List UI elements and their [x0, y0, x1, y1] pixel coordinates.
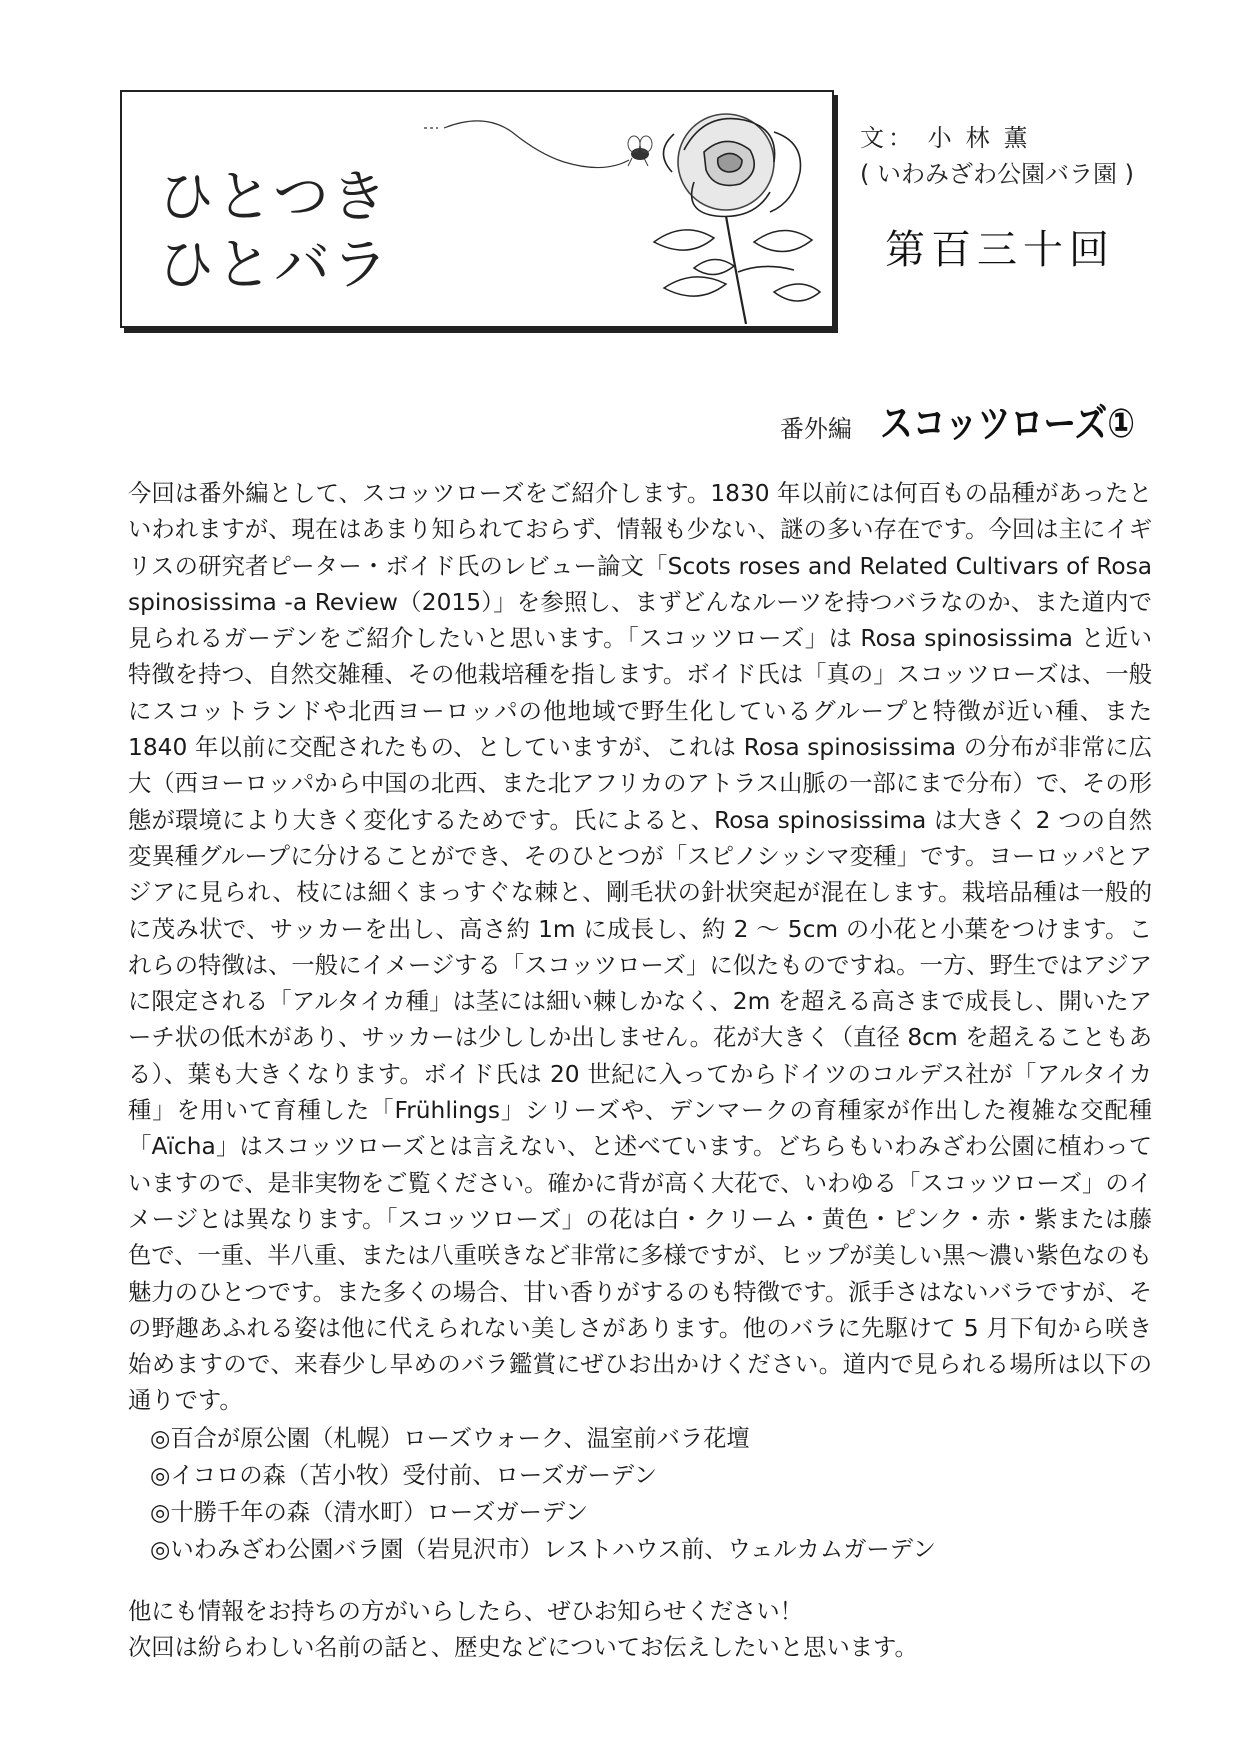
- rose-leaves: [654, 230, 820, 301]
- author-block: [860, 120, 1134, 192]
- closing-line-1: 他にも情報をお持ちの方がいらしたら、ぜひお知らせください！: [128, 1598, 803, 1625]
- list-item: ◎いわみざわ公園バラ園（岩見沢市）レストハウス前、ウェルカムガーデン: [150, 1536, 936, 1563]
- list-item: ◎百合が原公園（札幌）ローズウォーク、温室前バラ花壇: [150, 1425, 750, 1452]
- column-title-line-2: ひとバラ: [158, 233, 390, 298]
- column-title-line-1: ひとつき: [158, 165, 389, 230]
- column-header-box: [120, 90, 834, 328]
- bee-icon: [628, 136, 652, 166]
- location-list: [150, 1420, 936, 1568]
- author-affiliation: ( いわみざわ公園バラ園 ): [860, 160, 1134, 188]
- article-subtitle: [780, 392, 1153, 449]
- list-item: ◎イコロの森（苫小牧）受付前、ローズガーデン: [150, 1462, 657, 1489]
- rose-blossom: [663, 114, 800, 217]
- author-label: 文：: [860, 124, 916, 152]
- subtitle-label: 番外編: [779, 415, 852, 443]
- closing-text: [128, 1594, 918, 1666]
- installment-number: 第百三十回: [885, 227, 1115, 273]
- closing-line-2: 次回は紛らわしい名前の話と、歴史などについてお伝えしたいと思います。: [128, 1634, 918, 1661]
- author-name: 小林薫: [927, 124, 1042, 152]
- subtitle-main: スコッツローズ①: [879, 401, 1136, 447]
- author-line: [860, 120, 1134, 156]
- article-body: 今回は番外編として、スコッツローズをご紹介します。1830 年以前には何百もの品種があったといわれますが、現在はあまり知られておらず、情報も少ない、謎の多い存在です。今回は主にイギリスの研究者ピーター・ボイド氏のレビュー論文「Scots roses and Related Cultivars of Rosa spinosissima -a Review（2015）」を参照し、まずどんなルーツを持つバラなのか、また道内で見られるガーデンをご紹介したいと思います。「スコッツローズ」は Rosa spinosissima と近い特徴を持つ、自然交雑種、その他栽培種を指します。ボイド氏は「真の」スコッツローズは、一般にスコットランドや北西ヨーロッパの他地域で野生化しているグループと特徴が近い種、また 1840 年以前に交配されたもの、としていますが、これは Rosa spinosissima の分布が非常に広大（西ヨーロッパから中国の北西、また北アフリカのアトラス山脈の一部にまで分布）で、その形態が環境により大きく変化するためです。氏によると、Rosa spinosissima は大きく 2 つの自然変異種グループに分けることができ、そのひとつが「スピノシッシマ変種」です。ヨーロッパとアジアに見られ、枝には細くまっすぐな棘と、剛毛状の針状突起が混在します。栽培品種は一般的に茂み状で、サッカーを出し、高さ約 1m に成長し、約 2 ～ 5cm の小花と小葉をつけます。これらの特徴は、一般にイメージする「スコッツローズ」に似たものですね。一方、野生ではアジアに限定される「アルタイカ種」は茎には細い棘しかなく、2m を超える高さまで成長し、開いたアーチ状の低木があり、サッカーは少ししか出しません。花が大きく（直径 8cm を超えることもある）、葉も大きくなります。ボイド氏は 20 世紀に入ってからドイツのコルデス社が「アルタイカ種」を用いて育種した「Frühlings」シリーズや、デンマークの育種家が作出した複雑な交配種「Aïcha」はスコッツローズとは言えない、と述べています。どちらもいわみざわ公園に植わっていますので、是非実物をご覧ください。確かに背が高く大花で、いわゆる「スコッツローズ」のイメージとは異なります。「スコッツローズ」の花は白・クリーム・黄色・ピンク・赤・紫または藤色で、一重、半八重、または八重咲きなど非常に多様ですが、ヒップが美しい黒～濃い紫色なのも魅力のひとつです。また多くの場合、甘い香りがするのも特徴です。派手さはないバラですが、その野趣あふれる姿は他に代えられない美しさがあります。他のバラに先駆けて 5 月下旬から咲き始めますので、来春少し早めのバラ鑑賞にぜひお出かけください。道内で見られる場所は以下の通りです。: [128, 480, 1152, 1415]
- rose-illustration: [354, 92, 824, 324]
- list-item: ◎十勝千年の森（清水町）ローズガーデン: [150, 1499, 589, 1526]
